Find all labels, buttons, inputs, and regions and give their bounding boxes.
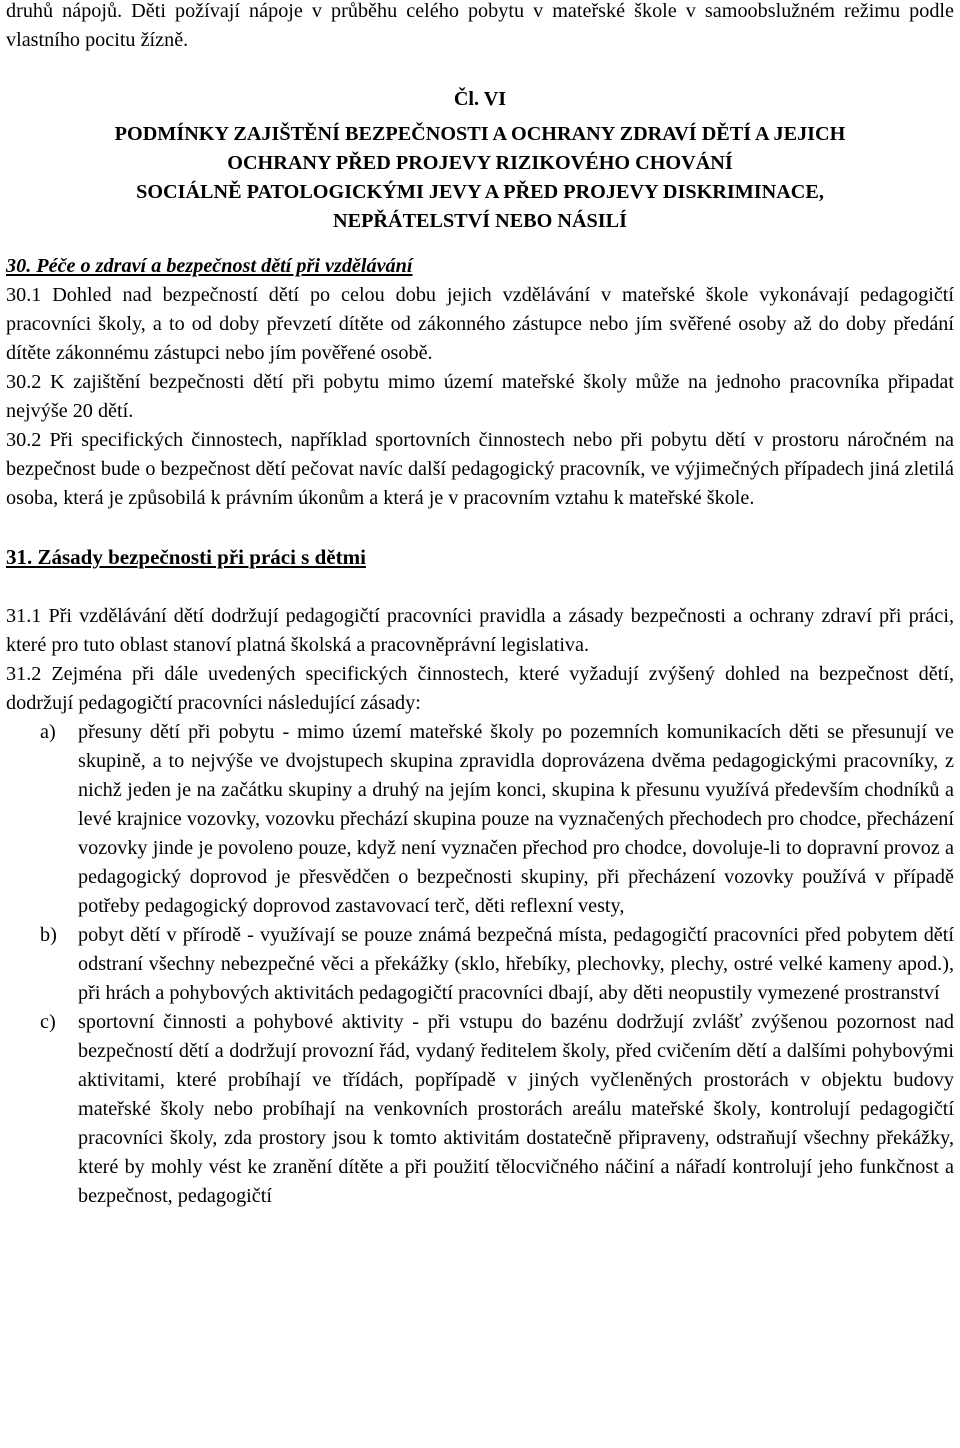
- section-30-3-paragraph: 30.2 Při specifických činnostech, například sportovních činnostech nebo při pobytu dětí v prostoru náročném na bezpečnost bude o bezpečnost dětí pečovat navíc další pedagogický pracovník, ve výjimečných případech jiná zletilá osoba, která je způsobilá k právním úkonům a která je v pracovním vztahu k mateřské škole.: [6, 429, 954, 509]
- list-item-text: přesuny dětí při pobytu - mimo území mateřské školy po pozemních komunikacích děti se přesunují ve skupině, a to nejvýše ve dvojstupech skupina zpravidla doprovázena dvěma pedagogickými pracovníky, z nichž jeden je na začátku skupiny a druhý na jejím konci, skupina k přesunu využívá především chodníků a levé krajnice vozovky, vozovku přechází skupina pouze na vyznačených přechodech pro chodce, přecházení vozovky jinde je povoleno pouze, když není vyznačen přechod pro chodce, dovoluje-li to dopravní provoz a pedagogický doprovod je přesvědčen o bezpečnosti skupiny, při přecházení vozovky používá v případě potřeby pedagogický doprovod zastavovací terč, děti reflexní vesty,: [78, 721, 954, 917]
- article-title-line: NEPŘÁTELSTVÍ NEBO NÁSILÍ: [333, 210, 627, 232]
- article-title: [6, 120, 954, 236]
- article-number: Čl. VI: [453, 88, 507, 110]
- list-item: [6, 1008, 954, 1211]
- section-31-heading: 31. Zásady bezpečnosti při práci s dětmi: [6, 545, 366, 569]
- section-31-1-paragraph: 31.1 Při vzdělávání dětí dodržují pedagogičtí pracovníci pravidla a zásady bezpečnosti a ochrany zdraví při práci, které pro tuto oblast stanoví platná školská a pracovněprávní legislativa.: [6, 605, 954, 656]
- spacer: [6, 55, 954, 85]
- spacer: [6, 236, 954, 252]
- article-title-line: PODMÍNKY ZAJIŠTĚNÍ BEZPEČNOSTI A OCHRANY ZDRAVÍ DĚTÍ A JEJICH: [114, 123, 846, 145]
- list-item-text: pobyt dětí v přírodě - využívají se pouze známá bezpečná místa, pedagogičtí pracovníci před pobytem dětí odstraní všechny nebezpečné věci a překážky (sklo, hřebíky, plechovky, plechy, ostré velké kameny apod.), při hrách a pohybových aktivitách pedagogičtí pracovníci dbají, aby děti neopustily vymezené prostranství: [78, 924, 954, 1004]
- rules-list: [6, 718, 954, 1211]
- spacer: [6, 572, 954, 602]
- list-item: [6, 921, 954, 1008]
- intro-paragraph: druhů nápojů. Děti požívají nápoje v průběhu celého pobytu v mateřské škole v samoobslužném režimu podle vlastního pocitu žízně.: [6, 0, 954, 51]
- document-page: [6, 0, 954, 1211]
- section-30-1-paragraph: 30.1 Dohled nad bezpečností dětí po celou dobu jejich vzdělávání v mateřské škole vykonávají pedagogičtí pracovníci školy, a to od doby převzetí dítěte od zákonného zástupce nebo jím svěřené osoby až do doby předání dítěte zákonnému zástupci nebo jím pověřené osobě.: [6, 284, 954, 364]
- section-31-2-paragraph: 31.2 Zejména při dále uvedených specifických činnostech, které vyžadují zvýšený dohled na bezpečnost dětí, dodržují pedagogičtí pracovníci následující zásady:: [6, 663, 954, 714]
- list-marker: c): [40, 1011, 56, 1033]
- list-marker: a): [40, 721, 56, 743]
- list-marker: b): [40, 924, 57, 946]
- spacer: [6, 513, 954, 543]
- section-30-heading: 30. Péče o zdraví a bezpečnost dětí při vzdělávání: [6, 255, 413, 277]
- list-item-text: sportovní činnosti a pohybové aktivity - při vstupu do bazénu dodržují zvlášť zvýšenou pozornost nad bezpečností dětí a dodržují provozní řád, vydaný ředitelem školy, před cvičením dětí a dalšími pohybovými aktivitami, které probíhají ve třídách, popřípadě v jiných vyčleněných prostorách v objektu budovy mateřské školy nebo probíhají na venkovních prostorách areálu mateřské školy, kontrolují pedagogičtí pracovníci školy, zda prostory jsou k tomto aktivitám dostatečně připraveny, odstraňují všechny překážky, které by mohly vést ke zranění dítěte a při použití tělocvičného náčiní a nářadí kontrolují jeho funkčnost a bezpečnost, pedagogičtí: [78, 1011, 954, 1207]
- article-title-line: OCHRANY PŘED PROJEVY RIZIKOVÉHO CHOVÁNÍ: [227, 152, 733, 174]
- section-30-2-paragraph: 30.2 K zajištění bezpečnosti dětí při pobytu mimo území mateřské školy může na jednoho pracovníka připadat nejvýše 20 dětí.: [6, 371, 954, 422]
- article-title-line: SOCIÁLNĚ PATOLOGICKÝMI JEVY A PŘED PROJEVY DISKRIMINACE,: [136, 181, 824, 203]
- list-item: [6, 718, 954, 921]
